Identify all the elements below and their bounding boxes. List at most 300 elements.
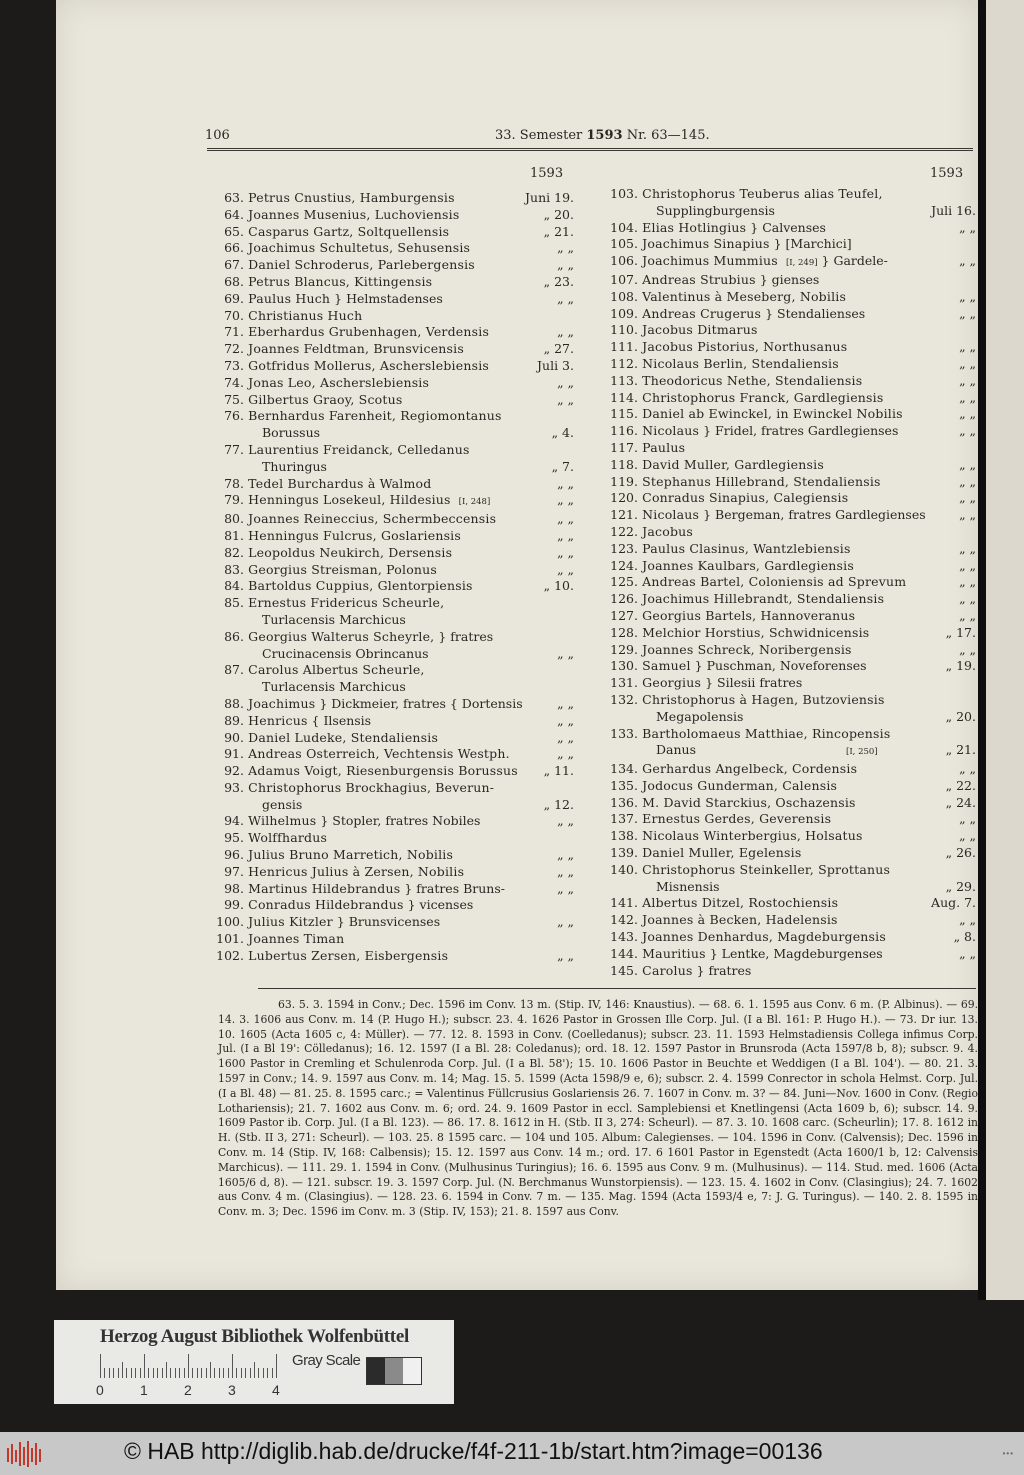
entry-date: „ 27.: [543, 341, 574, 357]
entry-number: 110.: [610, 322, 638, 338]
entry-number: 103.: [610, 186, 638, 201]
entry-number: 114.: [610, 389, 638, 405]
entry-number: 92.: [224, 763, 244, 779]
entry-date: „ 26.: [945, 845, 976, 861]
ruler-tick: [179, 1368, 180, 1378]
right-column-year: 1593: [930, 166, 964, 181]
entry-name: Georgius Bartels, Hannoveranus: [638, 607, 856, 623]
matriculation-entry: [608, 675, 976, 692]
entry-date: „ „: [959, 591, 976, 607]
entry-number: 83.: [224, 561, 244, 577]
entry-name: Petrus Blancus, Kittingensis: [244, 273, 433, 289]
entry-number: 124.: [610, 557, 638, 573]
matriculation-entry: [214, 511, 574, 528]
matriculation-entry: [214, 324, 574, 341]
entry-date: „ „: [959, 641, 976, 657]
entry-number: 135.: [610, 777, 638, 793]
entry-number: 68.: [224, 273, 244, 289]
matriculation-entry: [608, 929, 976, 946]
entry-name: Paulus Huch: [244, 290, 331, 306]
footer-bar: [0, 1432, 1024, 1475]
group-annotation: } Bergeman, fratres Gardlegienses: [699, 507, 926, 523]
matriculation-entry: [608, 220, 976, 237]
matriculation-entry: [214, 881, 574, 898]
entry-name: Jacobus: [638, 523, 694, 539]
entry-name: Joachimus Sinapius: [638, 236, 770, 252]
matriculation-entry: [214, 545, 574, 562]
matriculation-entry: [608, 558, 976, 575]
entry-name: Henningus Losekeul, Hildesius: [244, 492, 451, 508]
entry-number: 66.: [224, 240, 244, 256]
entry-number: 90.: [224, 729, 244, 745]
entry-name: Christianus Huch: [244, 307, 363, 323]
entry-number: 116.: [610, 423, 638, 439]
entry-number: 105.: [610, 236, 638, 252]
entry-date: „ „: [557, 645, 574, 661]
entry-name: Petrus Cnustius, Hamburgensis: [244, 190, 455, 205]
matriculation-entry: [608, 253, 976, 272]
entry-number: 65.: [224, 223, 244, 239]
entry-name: Lubertus Zersen, Eisbergensis: [244, 947, 449, 963]
entry-number: 119.: [610, 473, 638, 489]
entry-number: 134.: [610, 761, 638, 777]
entry-name: Joannes Kaulbars, Gardlegiensis: [638, 557, 854, 573]
entry-number: 86.: [224, 628, 244, 644]
matriculation-entry: [608, 440, 976, 457]
group-annotation: } fratres Bruns-: [400, 880, 505, 896]
matriculation-entry: [214, 562, 574, 579]
ruler-tick: [223, 1368, 224, 1378]
matriculation-entry: [214, 528, 574, 545]
entry-date: „ „: [557, 729, 574, 745]
ruler-tick: [153, 1368, 154, 1378]
entry-name: Gerhardus Angelbeck, Cordensis: [638, 761, 858, 777]
entry-name: Conradus Sinapius, Calegiensis: [638, 490, 849, 506]
matriculation-entry: [214, 291, 574, 308]
volume-reference: [I, 250]: [846, 747, 878, 758]
entry-name: Henningus Fulcrus, Goslariensis: [244, 527, 461, 543]
entry-number: 129.: [610, 641, 638, 657]
entry-name: Andreas Strubius: [638, 271, 756, 287]
entry-number: 144.: [610, 945, 638, 961]
group-annotation: } Fridel, fratres Gardlegienses: [699, 423, 899, 439]
matriculation-entry: [608, 490, 976, 507]
entry-number: 102.: [216, 947, 244, 963]
ruler-tick: [144, 1354, 145, 1378]
matriculation-entry: [214, 780, 574, 797]
group-annotation: } Stopler, fratres Nobiles: [316, 813, 481, 829]
entry-date: „ „: [557, 561, 574, 577]
matriculation-entry: [608, 761, 976, 778]
group-annotation: } Gardele-: [817, 253, 888, 269]
matriculation-entry: [608, 912, 976, 929]
entry-name: Jacobus Pistorius, Northusanus: [638, 339, 848, 355]
entry-name: Christophorus à Hagen, Butzoviensis: [638, 691, 885, 707]
matriculation-entry: [214, 629, 574, 646]
entry-name: Jonas Leo, Ascherslebiensis: [244, 374, 430, 390]
group-annotation: } fratres: [692, 962, 752, 978]
origin-annotation: { Ilsensis: [307, 712, 372, 728]
ruler-tick: [241, 1368, 242, 1378]
entry-date: „ „: [959, 540, 976, 556]
entry-date: „ „: [557, 914, 574, 930]
matriculation-entry: [214, 408, 574, 425]
matriculation-entry: [214, 190, 574, 207]
ruler-tick: [100, 1354, 101, 1378]
ruler-tick: [170, 1368, 171, 1378]
entry-name: Henricus: [244, 712, 308, 728]
matriculation-entry: [214, 813, 574, 830]
entry-date: „ 17.: [945, 624, 976, 640]
entry-number: 145.: [610, 962, 638, 978]
ruler-tick: [250, 1368, 251, 1378]
entry-name: Christophorus Teuberus alias Teufel,: [638, 186, 883, 201]
matriculation-entry: [608, 726, 976, 743]
matriculation-entry: [608, 474, 976, 491]
entry-number: 125.: [610, 574, 638, 590]
entry-name: Joannes Reineccius, Schermbeccensis: [244, 511, 497, 527]
entry-number: 78.: [224, 475, 244, 491]
entry-name: Elias Hotlingius: [638, 219, 747, 235]
entry-date: „ „: [959, 389, 976, 405]
entry-number: 104.: [610, 219, 638, 235]
entry-number: 136.: [610, 794, 638, 810]
entry-name: Bernhardus Farenheit, Regiomontanus: [244, 408, 502, 424]
matriculation-entry: [608, 356, 976, 373]
volume-reference: [I, 248]: [458, 497, 491, 508]
entry-date: „ „: [557, 511, 574, 527]
entry-number: 115.: [610, 406, 638, 422]
entry-number: 121.: [610, 507, 638, 523]
gray-scale-label: Gray Scale: [292, 1352, 361, 1369]
entry-date: „ „: [959, 456, 976, 472]
entry-number: 107.: [610, 271, 638, 287]
entry-name: Theodoricus Nethe, Stendaliensis: [638, 372, 863, 388]
entry-name: Andreas Bartel, Coloniensis ad Sprevum: [638, 574, 907, 590]
entry-number: 141.: [610, 895, 638, 911]
header-rule: [207, 148, 973, 149]
entry-date: „ „: [557, 492, 574, 508]
entry-date: „ „: [557, 880, 574, 896]
matriculation-entry: [214, 914, 574, 931]
entry-continuation: Supplingburgensis Juli 16.: [656, 202, 976, 218]
entry-name: Carolus: [638, 962, 693, 978]
entry-date: „ „: [959, 945, 976, 961]
entry-name: Christophorus Brockhagius, Beverun-: [244, 779, 495, 795]
entry-number: 108.: [610, 288, 638, 304]
matriculation-entry: [214, 595, 574, 612]
ruler-number: 3: [228, 1382, 236, 1398]
ruler-tick: [258, 1368, 259, 1378]
entry-number: 131.: [610, 675, 638, 691]
entry-date: „ „: [959, 219, 976, 235]
entry-date: „ „: [557, 847, 574, 863]
group-annotation: } Helmstadenses: [330, 290, 443, 306]
entry-name: Mauritius: [638, 945, 706, 961]
matriculation-entry: [214, 763, 574, 780]
entry-name: Bartoldus Cuppius, Glentorpiensis: [244, 578, 473, 594]
entry-date: „ „: [959, 305, 976, 321]
ruler-number: 2: [184, 1382, 192, 1398]
library-name: Herzog August Bibliothek Wolfenbüttel: [100, 1326, 409, 1347]
entry-name: Joachimus Hillebrandt, Stendaliensis: [638, 591, 885, 607]
matriculation-entry: [214, 713, 574, 730]
header-rule-2: [207, 150, 973, 151]
entry-continuation: Borussus „ 4.: [262, 425, 574, 441]
entry-date: „ „: [557, 240, 574, 256]
entry-date: „ „: [557, 257, 574, 273]
running-head: [205, 128, 975, 148]
entry-date: „ 23.: [543, 273, 574, 289]
running-title: 33. Semester 1593 Nr. 63—145.: [495, 128, 710, 143]
entry-name: Casparus Gartz, Soltquellensis: [244, 223, 450, 239]
group-annotation: } [Marchici]: [769, 236, 852, 252]
entry-date: „ „: [959, 253, 976, 269]
entry-number: 127.: [610, 607, 638, 623]
entry-name: Eberhardus Grubenhagen, Verdensis: [244, 324, 490, 340]
entry-date: „ „: [959, 557, 976, 573]
matriculation-entry: [608, 591, 976, 608]
entry-name: Stephanus Hillebrand, Stendaliensis: [638, 473, 881, 489]
group-annotation: } vicenses: [403, 897, 474, 913]
matriculation-entry: [214, 492, 574, 511]
ruler-tick: [157, 1368, 158, 1378]
entry-number: 139.: [610, 845, 638, 861]
matriculation-entry: [214, 274, 574, 291]
entry-number: 71.: [224, 324, 244, 340]
entry-name: Adamus Voigt, Riesenburgensis Borussus: [244, 763, 518, 779]
entry-date: „ 20.: [945, 708, 976, 724]
entry-number: 126.: [610, 591, 638, 607]
entry-date: „ „: [557, 475, 574, 491]
entry-date: „ 29.: [945, 878, 976, 894]
entry-date: „ 11.: [543, 763, 574, 779]
matriculation-entry: [608, 390, 976, 407]
entry-date: „ „: [557, 863, 574, 879]
matriculation-entry: [608, 186, 976, 203]
hab-logo-icon: [6, 1438, 44, 1470]
entry-date: „ 4.: [551, 425, 574, 441]
entry-number: 133.: [610, 725, 638, 741]
entry-date: „ 21.: [543, 223, 574, 239]
entry-continuation: Danus [I, 250] „ 21.: [656, 742, 976, 758]
entry-number: 106.: [610, 253, 638, 269]
entry-number: 76.: [224, 408, 244, 424]
entry-number: 142.: [610, 912, 638, 928]
entry-number: 99.: [224, 897, 244, 913]
matriculation-entry: [608, 574, 976, 591]
ruler-tick: [272, 1368, 273, 1378]
matriculation-entry: [608, 795, 976, 812]
entry-number: 81.: [224, 527, 244, 543]
ruler-tick: [214, 1368, 215, 1378]
entry-number: 77.: [224, 441, 244, 457]
matriculation-entry: [214, 341, 574, 358]
ruler-number: 0: [96, 1382, 104, 1398]
ruler-tick: [126, 1368, 127, 1378]
facing-page-edge: [986, 0, 1024, 1300]
volume-reference: [I, 249]: [785, 258, 818, 269]
entry-number: 123.: [610, 540, 638, 556]
entry-date: „ 22.: [945, 777, 976, 793]
entry-number: 96.: [224, 847, 244, 863]
entry-date: Juni 19.: [525, 190, 574, 205]
entry-number: 85.: [224, 595, 244, 611]
entry-date: „ „: [557, 544, 574, 560]
ruler-tick: [148, 1368, 149, 1378]
entry-date: „ „: [959, 607, 976, 623]
ruler-tick: [276, 1354, 277, 1378]
matriculation-entry: [214, 746, 574, 763]
entry-name: Joannes Schreck, Noribergensis: [638, 641, 852, 657]
entry-name: Jacobus Ditmarus: [638, 322, 758, 338]
entry-date: „ 7.: [551, 458, 574, 474]
entry-name: Wilhelmus: [244, 813, 317, 829]
copyright-url[interactable]: © HAB http://diglib.hab.de/drucke/f4f-211-1b/start.htm?image=00136: [124, 1438, 823, 1464]
group-annotation: } Silesii fratres: [701, 675, 803, 691]
entry-name: Ernestus Gerdes, Geverensis: [638, 811, 832, 827]
entry-number: 84.: [224, 578, 244, 594]
ruler-tick: [228, 1368, 229, 1378]
ruler-tick: [201, 1368, 202, 1378]
matriculation-entry: [608, 895, 976, 912]
matriculation-entry: [608, 946, 976, 963]
entry-date: „ 24.: [945, 794, 976, 810]
entry-number: 122.: [610, 523, 638, 539]
entry-name: David Muller, Gardlegiensis: [638, 456, 824, 472]
matriculation-entry: [608, 373, 976, 390]
ruler-tick: [135, 1368, 136, 1378]
entry-name: Daniel Ludeke, Stendaliensis: [244, 729, 439, 745]
ruler-tick: [166, 1362, 167, 1378]
matriculation-entry: [214, 240, 574, 257]
matriculation-entry: [608, 963, 976, 980]
entry-number: 111.: [610, 339, 638, 355]
entry-date: „ „: [557, 290, 574, 306]
entry-name: Leopoldus Neukirch, Dersensis: [244, 544, 453, 560]
entry-name: Georgius: [638, 675, 702, 691]
entry-date: „ „: [959, 811, 976, 827]
gray-swatch: [367, 1358, 385, 1384]
entry-date: „ „: [959, 288, 976, 304]
entry-name: Tedel Burchardus à Walmod: [244, 475, 432, 491]
entry-name: Melchior Horstius, Schwidnicensis: [638, 624, 870, 640]
entry-number: 137.: [610, 811, 638, 827]
entry-continuation: Crucinacensis Obrincanus „ „: [262, 645, 574, 661]
ruler-tick: [175, 1368, 176, 1378]
entry-number: 130.: [610, 658, 638, 674]
entry-name: Ernestus Fridericus Scheurle,: [244, 595, 445, 611]
entry-continuation: Thuringus „ 7.: [262, 458, 574, 474]
entry-date: Aug. 7.: [931, 895, 976, 911]
entry-name: Albertus Ditzel, Rostochiensis: [638, 895, 839, 911]
matriculation-entry: [214, 696, 574, 713]
entry-date: „ 21.: [945, 742, 976, 758]
entry-number: 79.: [224, 492, 244, 508]
entry-number: 95.: [224, 830, 244, 846]
entry-name: Paulus: [638, 439, 686, 455]
entry-date: „ „: [959, 828, 976, 844]
matriculation-entry: [608, 524, 976, 541]
entry-number: 120.: [610, 490, 638, 506]
entry-continuation: gensis „ 12.: [262, 796, 574, 812]
matriculation-entry: [608, 306, 976, 323]
entry-date: „ 20.: [543, 206, 574, 222]
entry-name: Joachimus Schultetus, Sehusensis: [244, 240, 471, 256]
matriculation-entry: [214, 864, 574, 881]
entry-date: „ „: [557, 712, 574, 728]
matriculation-entry: [608, 339, 976, 356]
entry-name: Laurentius Freidanck, Celledanus: [244, 441, 470, 457]
entry-number: 112.: [610, 355, 638, 371]
group-annotation: } Stendalienses: [761, 305, 866, 321]
entry-date: „ „: [959, 574, 976, 590]
entry-number: 101.: [216, 931, 244, 947]
group-annotation: } Brunsvicenses: [332, 914, 441, 930]
ruler-tick: [267, 1368, 268, 1378]
matriculation-entry: [608, 845, 976, 862]
entry-number: 128.: [610, 624, 638, 640]
entry-name: Andreas Crugerus: [638, 305, 762, 321]
entry-continuation: Megapolensis „ 20.: [656, 708, 976, 724]
entry-number: 88.: [224, 695, 244, 711]
entry-name: Carolus Albertus Scheurle,: [244, 662, 425, 678]
matriculation-entry: [608, 541, 976, 558]
entry-number: 118.: [610, 456, 638, 472]
matriculation-entry: [608, 692, 976, 709]
entry-name: Wolffhardus: [244, 830, 328, 846]
ruler-tick: [232, 1354, 233, 1378]
ruler-tick: [118, 1368, 119, 1378]
book-spine: [978, 0, 986, 1300]
matriculation-entry: [608, 272, 976, 289]
entry-date: „ „: [959, 912, 976, 928]
entry-name: Joachimus: [244, 695, 316, 711]
entry-name: Nicolaus Berlin, Stendaliensis: [638, 355, 839, 371]
entry-name: Joannes Denhardus, Magdeburgensis: [638, 929, 886, 945]
entry-number: 69.: [224, 290, 244, 306]
left-entry-column: [214, 190, 574, 965]
matriculation-entry: [214, 948, 574, 965]
ruler-tick: [236, 1368, 237, 1378]
entry-name: Valentinus à Meseberg, Nobilis: [638, 288, 847, 304]
group-annotation: } Dickmeier, fratres { Dortensis: [315, 695, 523, 711]
left-column-year: 1593: [530, 166, 564, 181]
entry-number: 74.: [224, 374, 244, 390]
more-dots-icon: •••: [1002, 1449, 1014, 1458]
matriculation-entry: [608, 811, 976, 828]
ruler-tick: [192, 1368, 193, 1378]
footnote-rule: [258, 988, 976, 989]
entry-name: Nicolaus: [638, 507, 700, 523]
matriculation-entry: [608, 322, 976, 339]
entry-name: Nicolaus Winterbergius, Holsatus: [638, 828, 863, 844]
gray-swatch: [385, 1358, 403, 1384]
matriculation-entry: [214, 442, 574, 459]
entry-name: Joachimus Mummius: [638, 253, 778, 269]
matriculation-entry: [214, 897, 574, 914]
ruler-tick: [113, 1368, 114, 1378]
entry-name: Samuel: [638, 658, 691, 674]
group-annotation: } Puschman, Noveforenses: [690, 658, 867, 674]
entry-number: 91.: [224, 746, 244, 762]
matriculation-entry: [608, 778, 976, 795]
entry-number: 82.: [224, 544, 244, 560]
entry-name: Daniel Muller, Egelensis: [638, 845, 802, 861]
entry-name: Daniel ab Ewinckel, in Ewinckel Nobilis: [638, 406, 903, 422]
matriculation-entry: [608, 289, 976, 306]
entry-date: „ „: [959, 490, 976, 506]
